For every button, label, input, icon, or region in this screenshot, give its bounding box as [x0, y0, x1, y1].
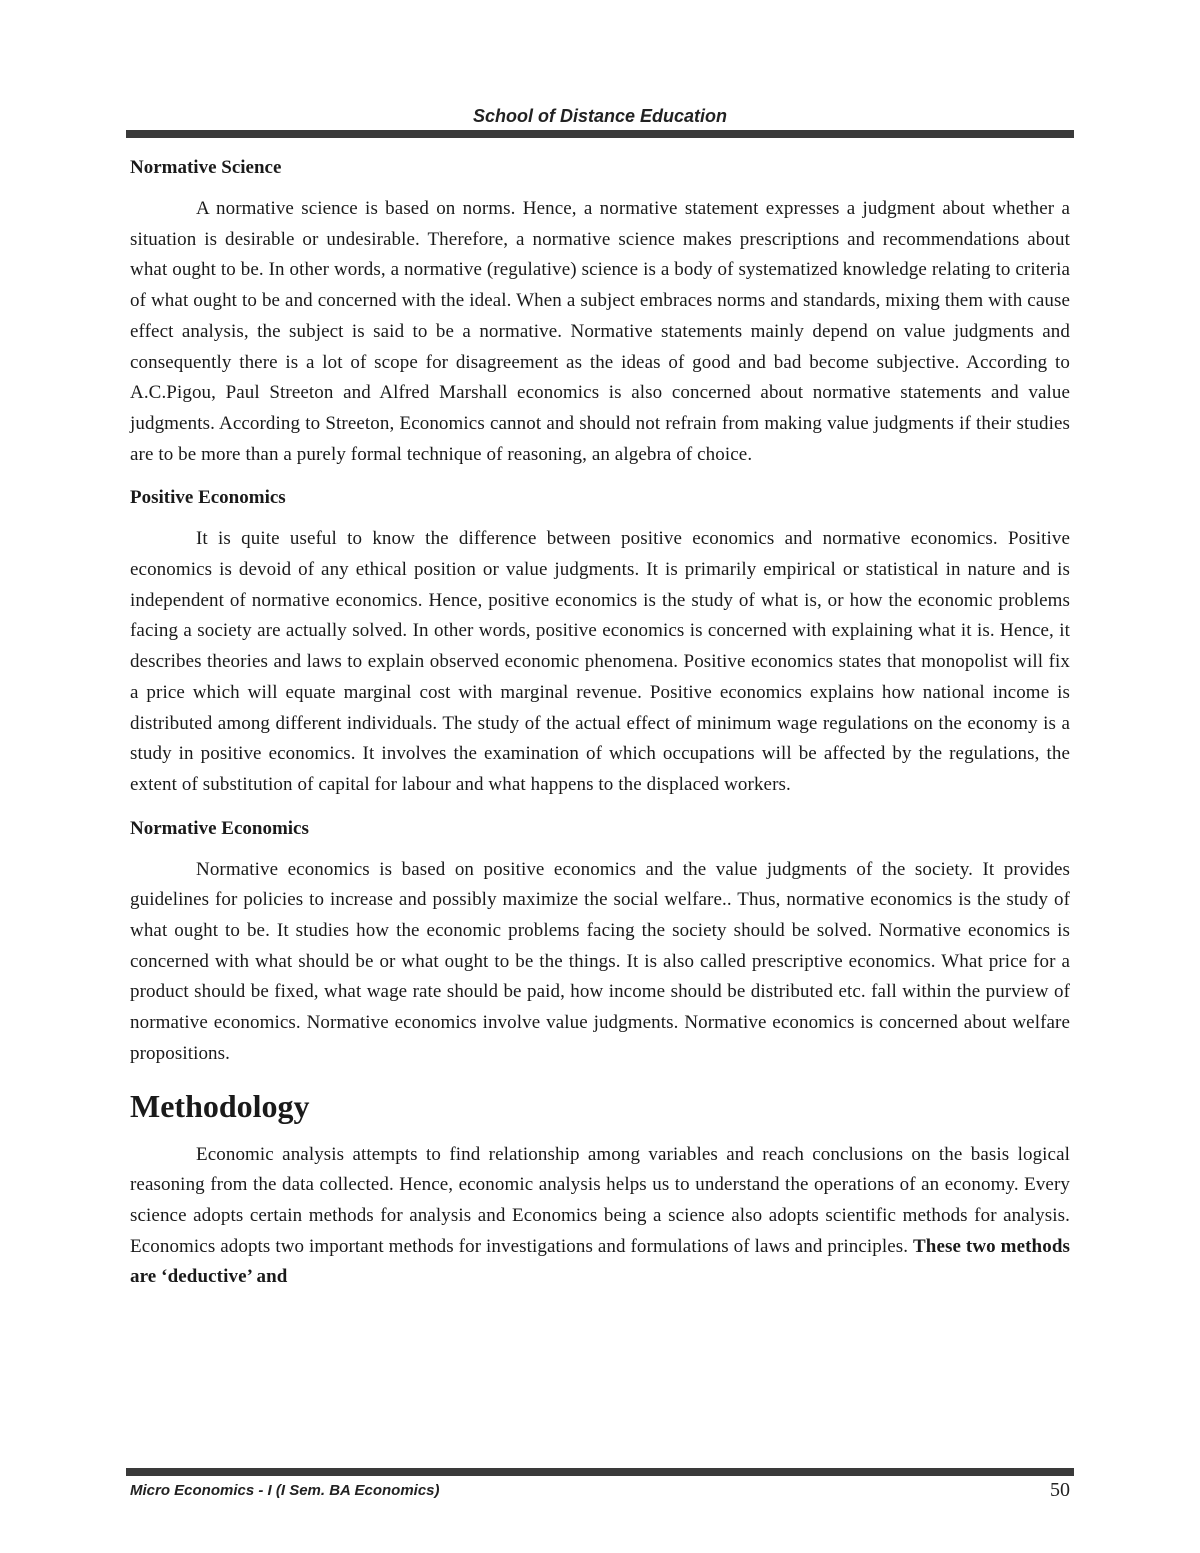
methodology-text: Economic analysis attempts to find relationship among variables and reach conclusions on the basis logical reasoning from the data collected. Hence, economic analysis helps us to understand the operations of an economy. Every science adopts certain methods for analysis and Economics being a science also adopts scientific methods for analysis. Economics adopts two important methods for investigations and formulations of laws and principles. [130, 1143, 1070, 1257]
heading-positive-economics: Positive Economics [130, 487, 286, 509]
heading-normative-science: Normative Science [130, 157, 282, 178]
methodology-bold-text: These two methods are ‘deductive’ and [130, 1235, 1070, 1288]
paragraph-normative-science: A normative science is based on norms. Hence, a normative statement expresses a judgment about whether a situation is desirable or undesirable. Therefore, a normative science makes prescriptions and recommendations about what ought to be. In other words, a normative (regulative) science is a body of systematized knowledge relating to criteria of what ought to be and concerned with the ideal. When a subject embraces norms and standards, mixing them with cause effect analysis, the subject is said to be a normative. Normative statements mainly depend on value judgments and consequently there is a lot of scope for disagreement as the ideas of good and bad become subjective. According to A.C.Pigou, Paul Streeton and Alfred Marshall economics is also concerned about normative statements and value judgments. According to Streeton, Economics cannot and should not refrain from making value judgments if their studies are to be more than a purely formal technique of reasoning, an algebra of choice. [130, 198, 1070, 465]
header-title: School of Distance Education [472, 106, 728, 126]
page-content [130, 154, 1070, 1307]
heading-normative-economics: Normative Economics [130, 817, 309, 839]
paragraph-normative-economics: Normative economics is based on positive economics and the value judgments of the society. It provides guidelines for policies to increase and possibly maximize the social welfare.. Thus, normative economics is the study of what ought to be. It studies how the economic problems facing the society should be solved. Normative economics is concerned with what should be or what ought to be the things. It is also called prescriptive economics. What price for a product should be fixed, what wage rate should be paid, how income should be distributed etc. fall within the purview of normative economics. Normative economics involve value judgments. Normative economics is concerned about welfare propositions. [130, 858, 1070, 1064]
paragraph-positive-economics: It is quite useful to know the difference between positive economics and normative economics. Positive economics is devoid of any ethical position or value judgments. It is primarily empirical or statistical in nature and is independent of normative economics. Hence, positive economics is the study of what is, or how the economic problems facing a society are actually solved. In other words, positive economics is concerned with explaining what it is. Hence, it describes theories and laws to explain observed economic phenomena. Positive economics states that monopolist will fix a price which will equate marginal cost with marginal revenue. Positive economics explains how national income is distributed among different individuals. The study of the actual effect of minimum wage regulations on the economy is a study in positive economics. It involves the examination of which occupations will be affected by the regulations, the extent of substitution of capital for labour and what happens to the displaced workers. [130, 528, 1070, 795]
heading-methodology: Methodology [130, 1087, 310, 1124]
footer-course-title: Micro Economics - I (I Sem. BA Economics) [130, 1482, 440, 1499]
footer-rule [126, 1468, 1074, 1476]
page-number: 50 [1050, 1479, 1070, 1501]
header-rule [126, 130, 1074, 138]
paragraph-methodology [130, 1140, 1070, 1294]
